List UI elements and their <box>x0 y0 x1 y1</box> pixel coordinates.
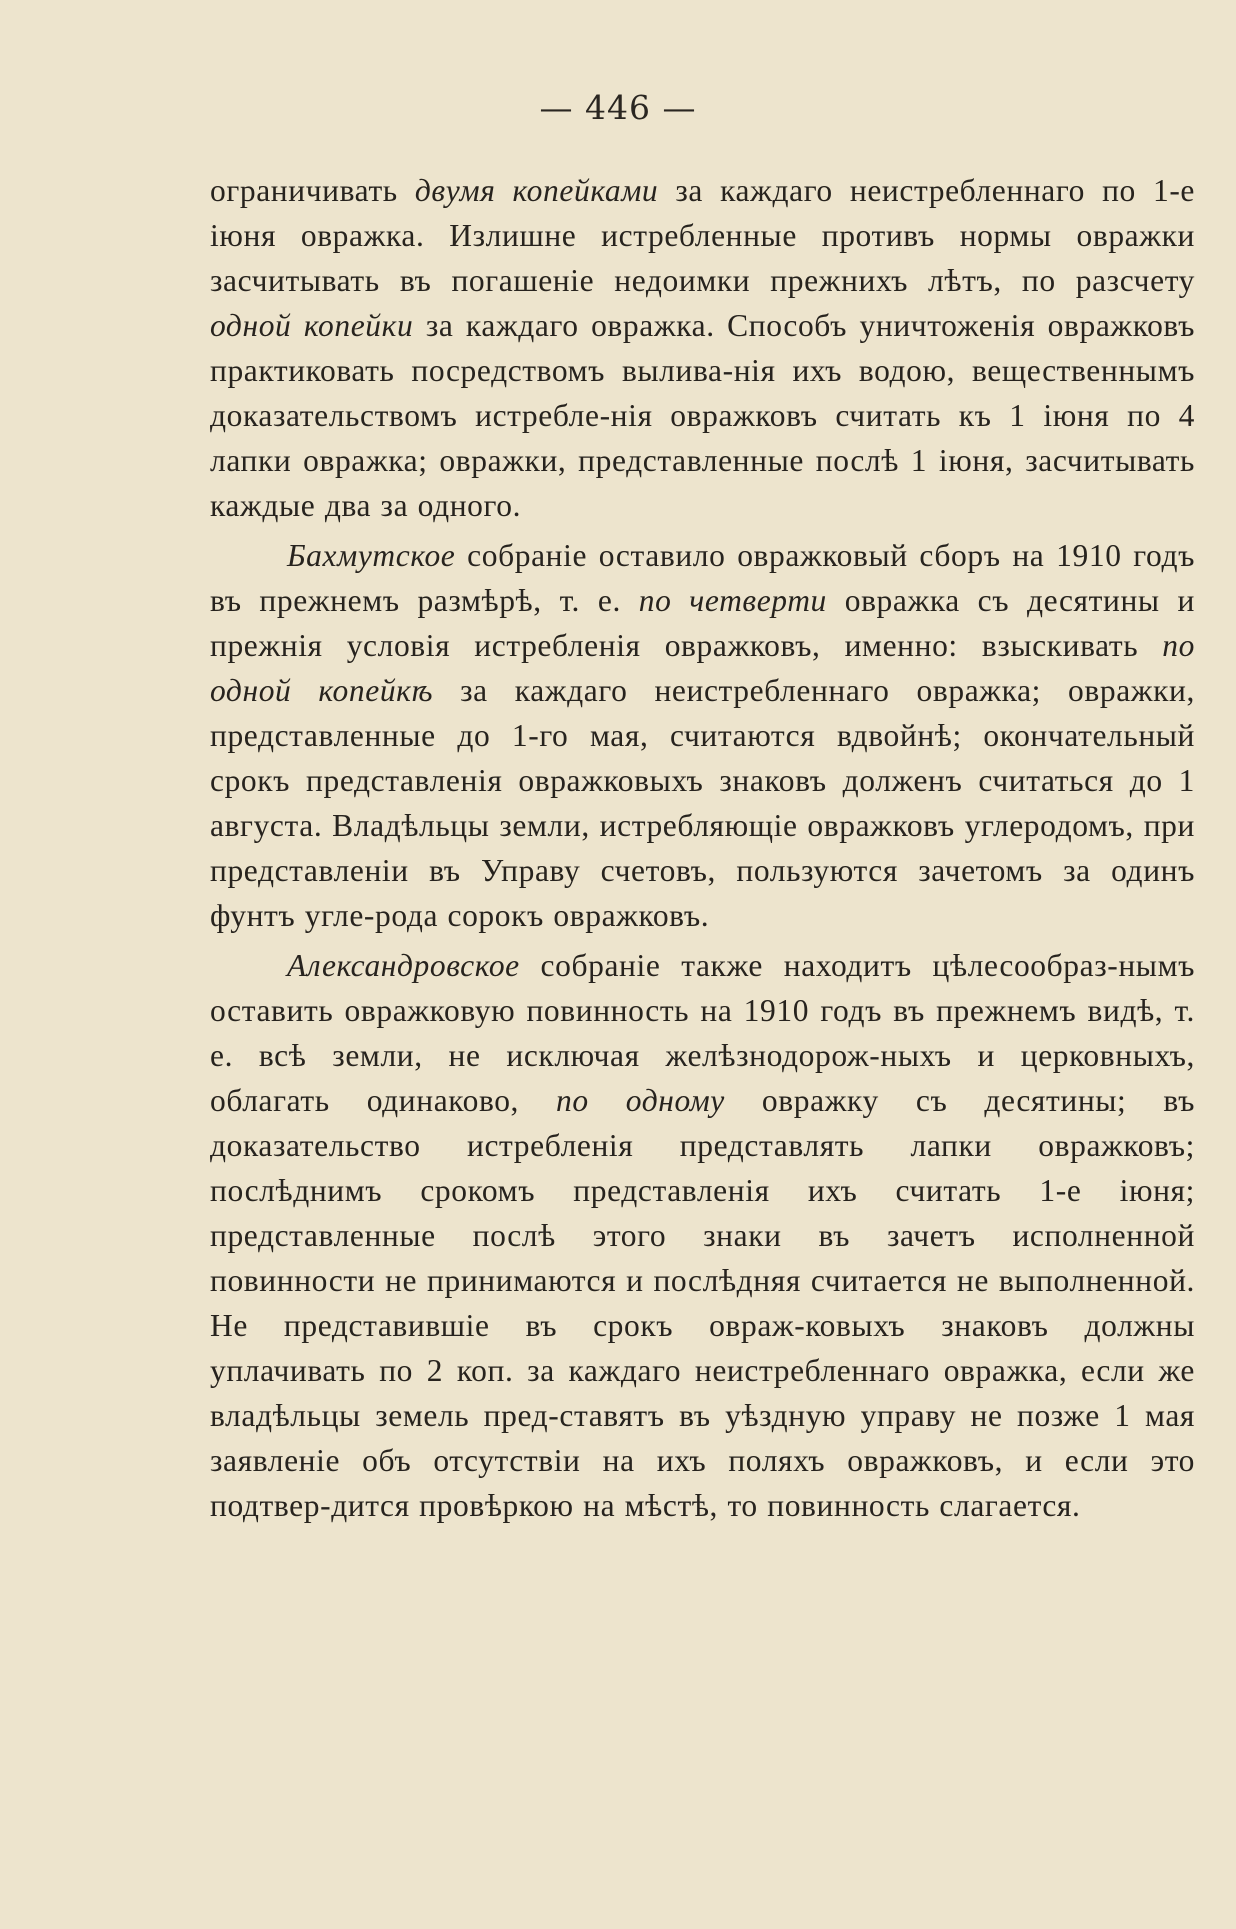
paragraph-3 <box>210 943 1195 1528</box>
italic-run: двумя копейками <box>414 173 659 208</box>
text-run: за каждаго неистребленнаго овражка; овражки, представленные до 1-го мая, считаются вдвойнѣ; окончательный срокъ представленія овражковыхъ знаковъ долженъ считаться до 1 августа. Владѣльцы земли, истребляющіе овражковъ углеродомъ, при представленіи въ Управу счетовъ, пользуются зачетомъ за одинъ фунтъ угле-рода сорокъ овражковъ. <box>210 673 1195 933</box>
italic-run: по одной копейкѣ <box>210 628 1195 708</box>
text-run: собраніе также находитъ цѣлесообраз-нымъ оставить овражковую повинность на 1910 годъ въ прежнемъ видѣ, т. е. всѣ земли, не исключая желѣзнодорож-ныхъ и церковныхъ, облагать одинаково, <box>210 948 1195 1118</box>
text-run: за каждаго неистребленнаго по 1-е іюня овражка. Излишне истребленные противъ нормы овражки засчитывать въ погашеніе недоимки прежнихъ лѣтъ, по разсчету <box>210 173 1196 298</box>
text-run: собраніе оставило овражковый сборъ на 1910 годъ въ прежнемъ размѣрѣ, т. е. <box>210 538 1195 618</box>
italic-run: по четверти <box>638 583 827 618</box>
text-run: ограничивать <box>210 173 415 208</box>
paragraph-1 <box>210 168 1195 528</box>
text-run: овражку съ десятины; въ доказательство истребленія представлять лапки овражковъ; послѣднимъ срокомъ представленія ихъ считать 1-е іюня; представленные послѣ этого знаки въ зачетъ исполненной повинности не принимаются и послѣдняя считается не выполненной. Не представившіе въ срокъ овраж-ковыхъ знаковъ должны уплачивать по 2 коп. за каждаго неистребленнаго овражка, если же владѣльцы земель пред-ставятъ въ уѣздную управу не позже 1 мая заявленіе объ отсутствіи на ихъ поляхъ овражковъ, и если это подтвер-дится провѣркою на мѣстѣ, то повинность слагается. <box>210 1083 1195 1523</box>
body-text <box>210 168 1195 1533</box>
italic-run: Бахмутское <box>287 538 456 573</box>
italic-run: Александровское <box>287 948 520 983</box>
text-run: овражка съ десятины и прежнія условія истребленія овражковъ, именно: взыскивать <box>210 583 1195 663</box>
italic-run: по одному <box>556 1083 725 1118</box>
paragraph-2 <box>210 533 1195 938</box>
page-number: — 446 — <box>539 88 697 127</box>
text-run: за каждаго овражка. Способъ уничтоженія овражковъ практиковать посредствомъ вылива-нія ихъ водою, вещественнымъ доказательствомъ истребле-нія овражковъ считать къ 1 іюня по 4 лапки овражка; овражки, представленные послѣ 1 іюня, засчитывать каждые два за одного. <box>210 308 1196 523</box>
italic-run: одной копейки <box>210 308 414 343</box>
